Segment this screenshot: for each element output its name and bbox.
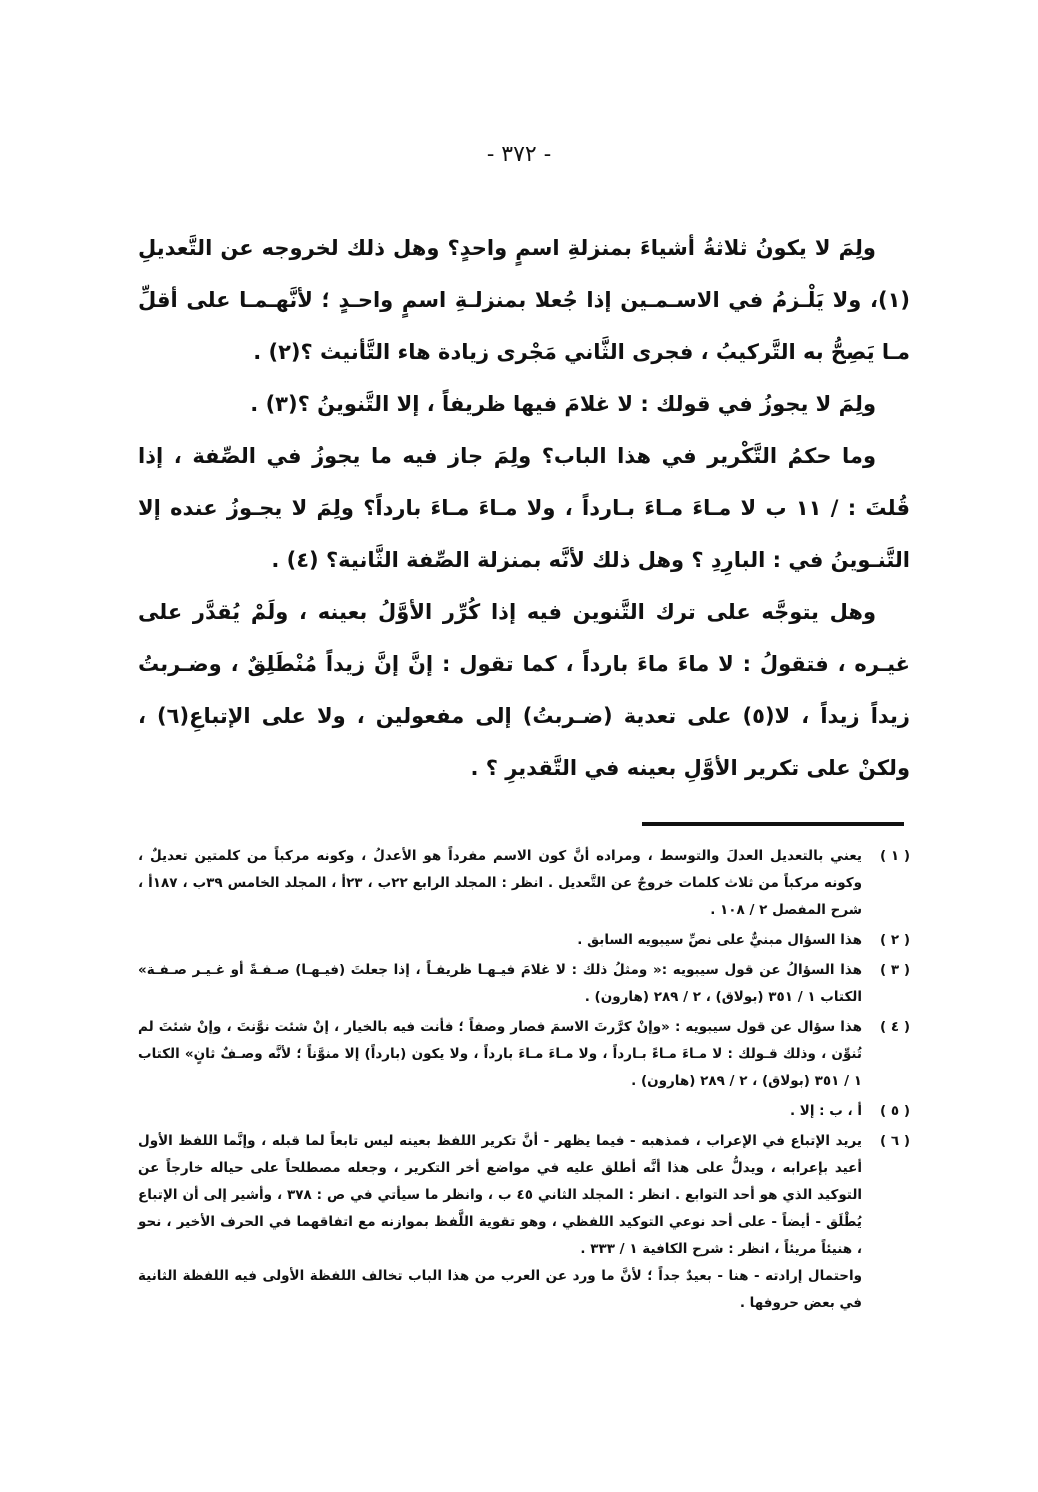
body-paragraph-3: وما حكمُ التَّكْرير في هذا الباب؟ ولِمَ جاز فيه ما يجوزُ في الصِّفة ، إذا قُلتَ : / ١١ ب لا مـاءَ مـاءَ بـارداً ، ولا مـاءَ مـاءَ بارداً؟ ولِمَ لا يجـوزُ عنده إلا التَّنـوينُ في : البارِدِ ؟ وهل ذلك لأنَّه بمنزلة الصِّفة الثَّانية؟ (٤) . — [138, 444, 910, 572]
footnote-line: هذا السؤالُ عن قول سيبويه :« ومثلُ ذلك : لا غلامَ فيـهـا ظريفـاً ، إذا جعلتَ (فيـهـا) صـفـةً أو غـيـر صـفـة» الكتاب ١ / ٣٥١ (بولاق) ، ٢ / ٢٨٩ (هارون) . — [138, 962, 862, 1005]
body-paragraph-4: وهل يتوجَّه على ترك التَّنوين فيه إذا كُرِّر الأوَّلُ بعينه ، ولَمْ يُقدَّر على غيـره ، فتقولُ : لا ماءَ ماءَ بارداً ، كما تقول : إنَّ إنَّ زيداً مُنْطَلِقٌ ، وضـربتُ زيداً زيداً ، لا(٥) على تعدية (ضـربتُ) إلى مفعولين ، ولا على الإتباعِ(٦) ، ولكنْ على تكرير الأوَّلِ بعينه في التَّقديرِ ؟ . — [138, 600, 911, 780]
footnotes-section — [138, 843, 910, 1320]
footnote-line: هذا السؤال مبنيٌّ على نصِّ سيبويه السابق . — [577, 932, 862, 948]
footnote-line: هذا سؤال عن قول سيبويه : «وإنْ كرَّرتَ الاسمَ فصار وصفاً ؛ فأنت فيه بالخيار ، إنْ شئت نوَّنتَ ، وإنْ شئتَ لم تُنوِّن ، وذلك قـولك : لا مـاءَ مـاءً بـارداً ، ولا مـاءَ مـاءَ بارداً ، ولا يكون (بارداً) إلا منوَّناً ؛ لأنَّه وصـفٌ ثانٍ» الكتاب ١ / ٣٥١ (بولاق) ، ٢ / ٢٨٩ (هارون) . — [138, 1019, 862, 1089]
footnote-divider — [642, 822, 904, 826]
footnote-number: ( ٣ ) — [880, 962, 910, 978]
footnote-number: ( ٥ ) — [880, 1103, 910, 1119]
page-number: - ٣٧٢ - — [486, 142, 552, 167]
footnote-text — [138, 1128, 862, 1317]
footnote-text — [138, 1014, 862, 1095]
footnote-text — [138, 927, 862, 954]
main-body-text — [138, 222, 910, 794]
footnote-number: ( ١ ) — [880, 848, 910, 864]
body-paragraph-1: ولِمَ لا يكونُ ثلاثةُ أشياءَ بمنزلةِ اسمٍ واحدٍ؟ وهل ذلك لخروجه عن التَّعديلِ (١)، ولا يَلْـزمُ في الاسـمـين إذا جُعلا بمنزلـةِ اسمٍ واحـدٍ ؛ لأنَّهـمـا على أقلِّ مـا يَصِحُّ به التَّركيبُ ، فجرى الثَّاني مَجْرى زيادة هاء التَّأنيث ؟(٢) . — [138, 236, 910, 364]
footnote-2 — [138, 927, 910, 954]
footnote-line: يريد الإتباع في الإعراب ، فمذهبه - فيما يظهر - أنَّ تكرير اللفظ بعينه ليس تابعاً لما قبله ، وإنَّما اللفظ الأول أعيد بإعرابه ، ويدلُّ على هذا أنَّه أطلق عليه في مواضع أخر التكرير ، وجعله مصطلحاً على حياله خارجاً عن التوكيد الذي هو أحد التوابع . انظر : المجلد الثاني ٤٥ ب ، وانظر ما سيأتي في ص : ٣٧٨ ، وأشير إلى أن الإتباع يُطْلَق - أيضاً - على أحد نوعي التوكيد اللفظي ، وهو تقوية اللَّفظ بموازنه مع اتفاقهما في الحرف الأخير ، نحو ، هنيئاً مريئاً ، انظر : شرح الكافية ١ / ٣٣٣ . — [138, 1133, 863, 1257]
footnote-line: أ ، ب : إلا . — [789, 1103, 862, 1119]
footnote-4 — [138, 1014, 910, 1095]
footnote-3 — [138, 957, 910, 1011]
footnote-number: ( ٦ ) — [880, 1133, 910, 1149]
footnote-line: واحتمال إرادته - هنا - بعيدٌ جداً ؛ لأنَّ ما ورد عن العرب من هذا الباب تخالف اللفظة الأولى فيه اللفظة الثانية في بعض حروفها . — [138, 1268, 862, 1311]
footnote-text — [138, 1098, 862, 1125]
footnote-number: ( ٢ ) — [880, 932, 910, 948]
footnote-text — [138, 957, 862, 1011]
body-paragraph-2: ولِمَ لا يجوزُ في قولك : لا غلامَ فيها ظريفاً ، إلا التَّنوينُ ؟(٣) . — [250, 392, 876, 416]
footnote-line: يعني بالتعديل العدلَ والتوسط ، ومراده أنَّ كون الاسم مفرداً هو الأعدلُ ، وكونه مركباً من كلمتين تعديلٌ ، وكونه مركباً من ثلاث كلمات خروجٌ عن التَّعديل . انظر : المجلد الرابع ٢٢ب ، ٢٣أ ، المجلد الخامس ٣٩ب ، ١٨٧أ ، شرح المفصل ٢ / ١٠٨ . — [138, 848, 862, 918]
footnote-text — [138, 843, 862, 924]
footnote-number: ( ٤ ) — [880, 1019, 910, 1035]
footnote-5 — [138, 1098, 910, 1125]
footnote-1 — [138, 843, 910, 924]
footnote-6 — [138, 1128, 910, 1317]
